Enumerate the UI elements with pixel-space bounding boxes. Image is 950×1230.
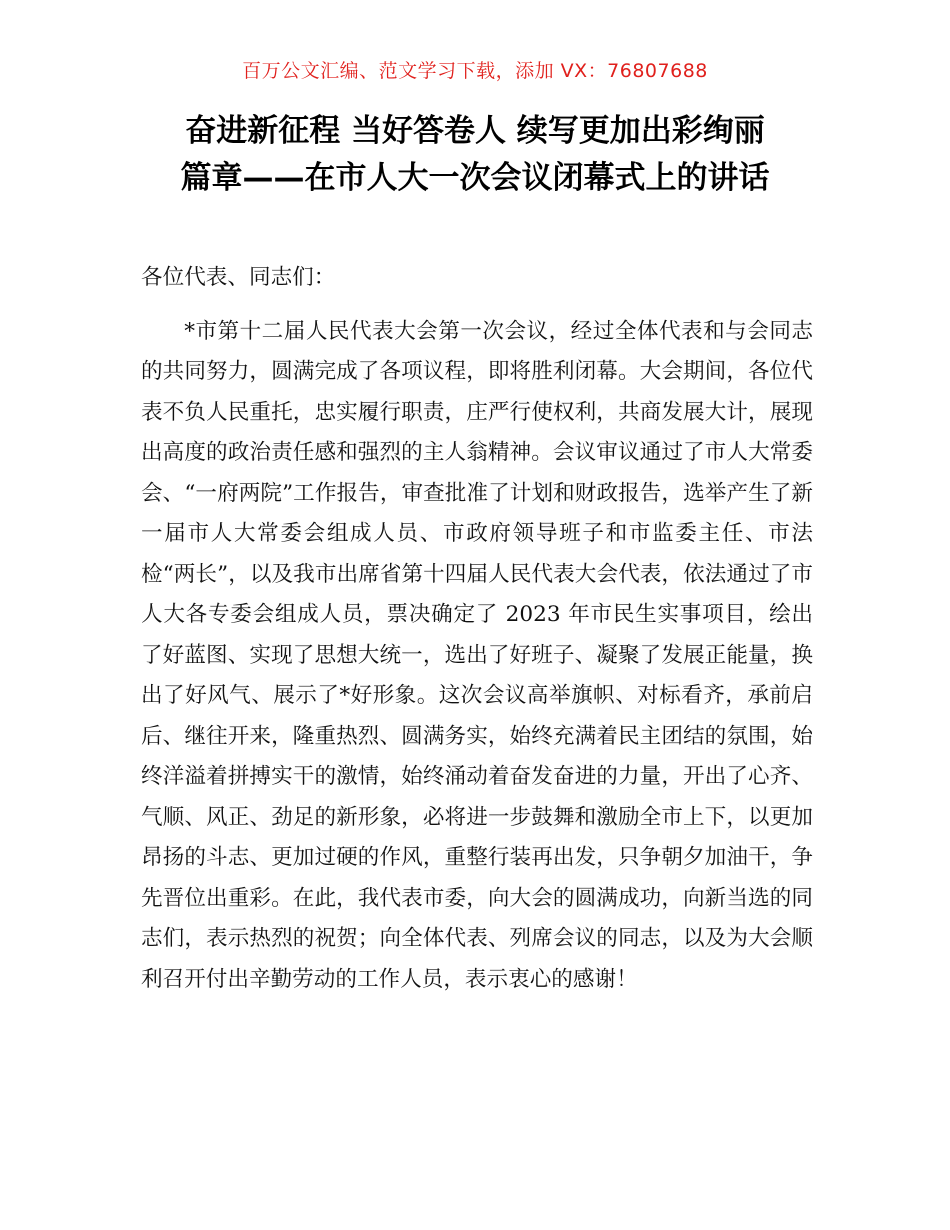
header-note: 百万公文汇编、范文学习下载，添加 VX：76807688 (242, 60, 708, 82)
title-line-1: 奋进新征程 当好答卷人 续写更加出彩绚丽 (185, 113, 765, 149)
document-title (100, 108, 850, 202)
title-line-2: 篇章——在市人大一次会议闭幕式上的讲话 (180, 160, 770, 196)
document-body (141, 258, 813, 1000)
paragraph: *市第十二届人民代表大会第一次会议，经过全体代表和与会同志的共同努力，圆满完成了各项议程，即将胜利闭幕。大会期间，各位代表不负人民重托，忠实履行职责，庄严行使权利，共商发展大计，展现出高度的政治责任感和强烈的主人翁精神。会议审议通过了市人大常委会、“一府两院”工作报告，审查批准了计划和财政报告，选举产生了新一届市人大常委会组成人员、市政府领导班子和市监委主任、市法检“两长”，以及我市出席省第十四届人民代表大会代表，依法通过了市人大各专委会组成人员，票决确定了 2023 年市民生实事项目，绘出了好蓝图、实现了思想大统一，选出了好班子、凝聚了发展正能量，换出了好风气、展示了*好形象。这次会议高举旗帜、对标看齐，承前启后、继往开来，隆重热烈、圆满务实，始终充满着民主团结的氛围，始终洋溢着拼搏实干的激情，始终涌动着奋发奋进的力量，开出了心齐、气顺、风正、劲足的新形象，必将进一步鼓舞和激励全市上下，以更加昂扬的斗志、更加过硬的作风，重整行装再出发，只争朝夕加油干，争先晋位出重彩。在此，我代表市委，向大会的圆满成功，向新当选的同志们，表示热烈的祝贺；向全体代表、列席会议的同志，以及为大会顺利召开付出辛勤劳动的工作人员，表示衷心的感谢！ (141, 318, 813, 992)
salutation: 各位代表、同志们： (141, 265, 336, 290)
